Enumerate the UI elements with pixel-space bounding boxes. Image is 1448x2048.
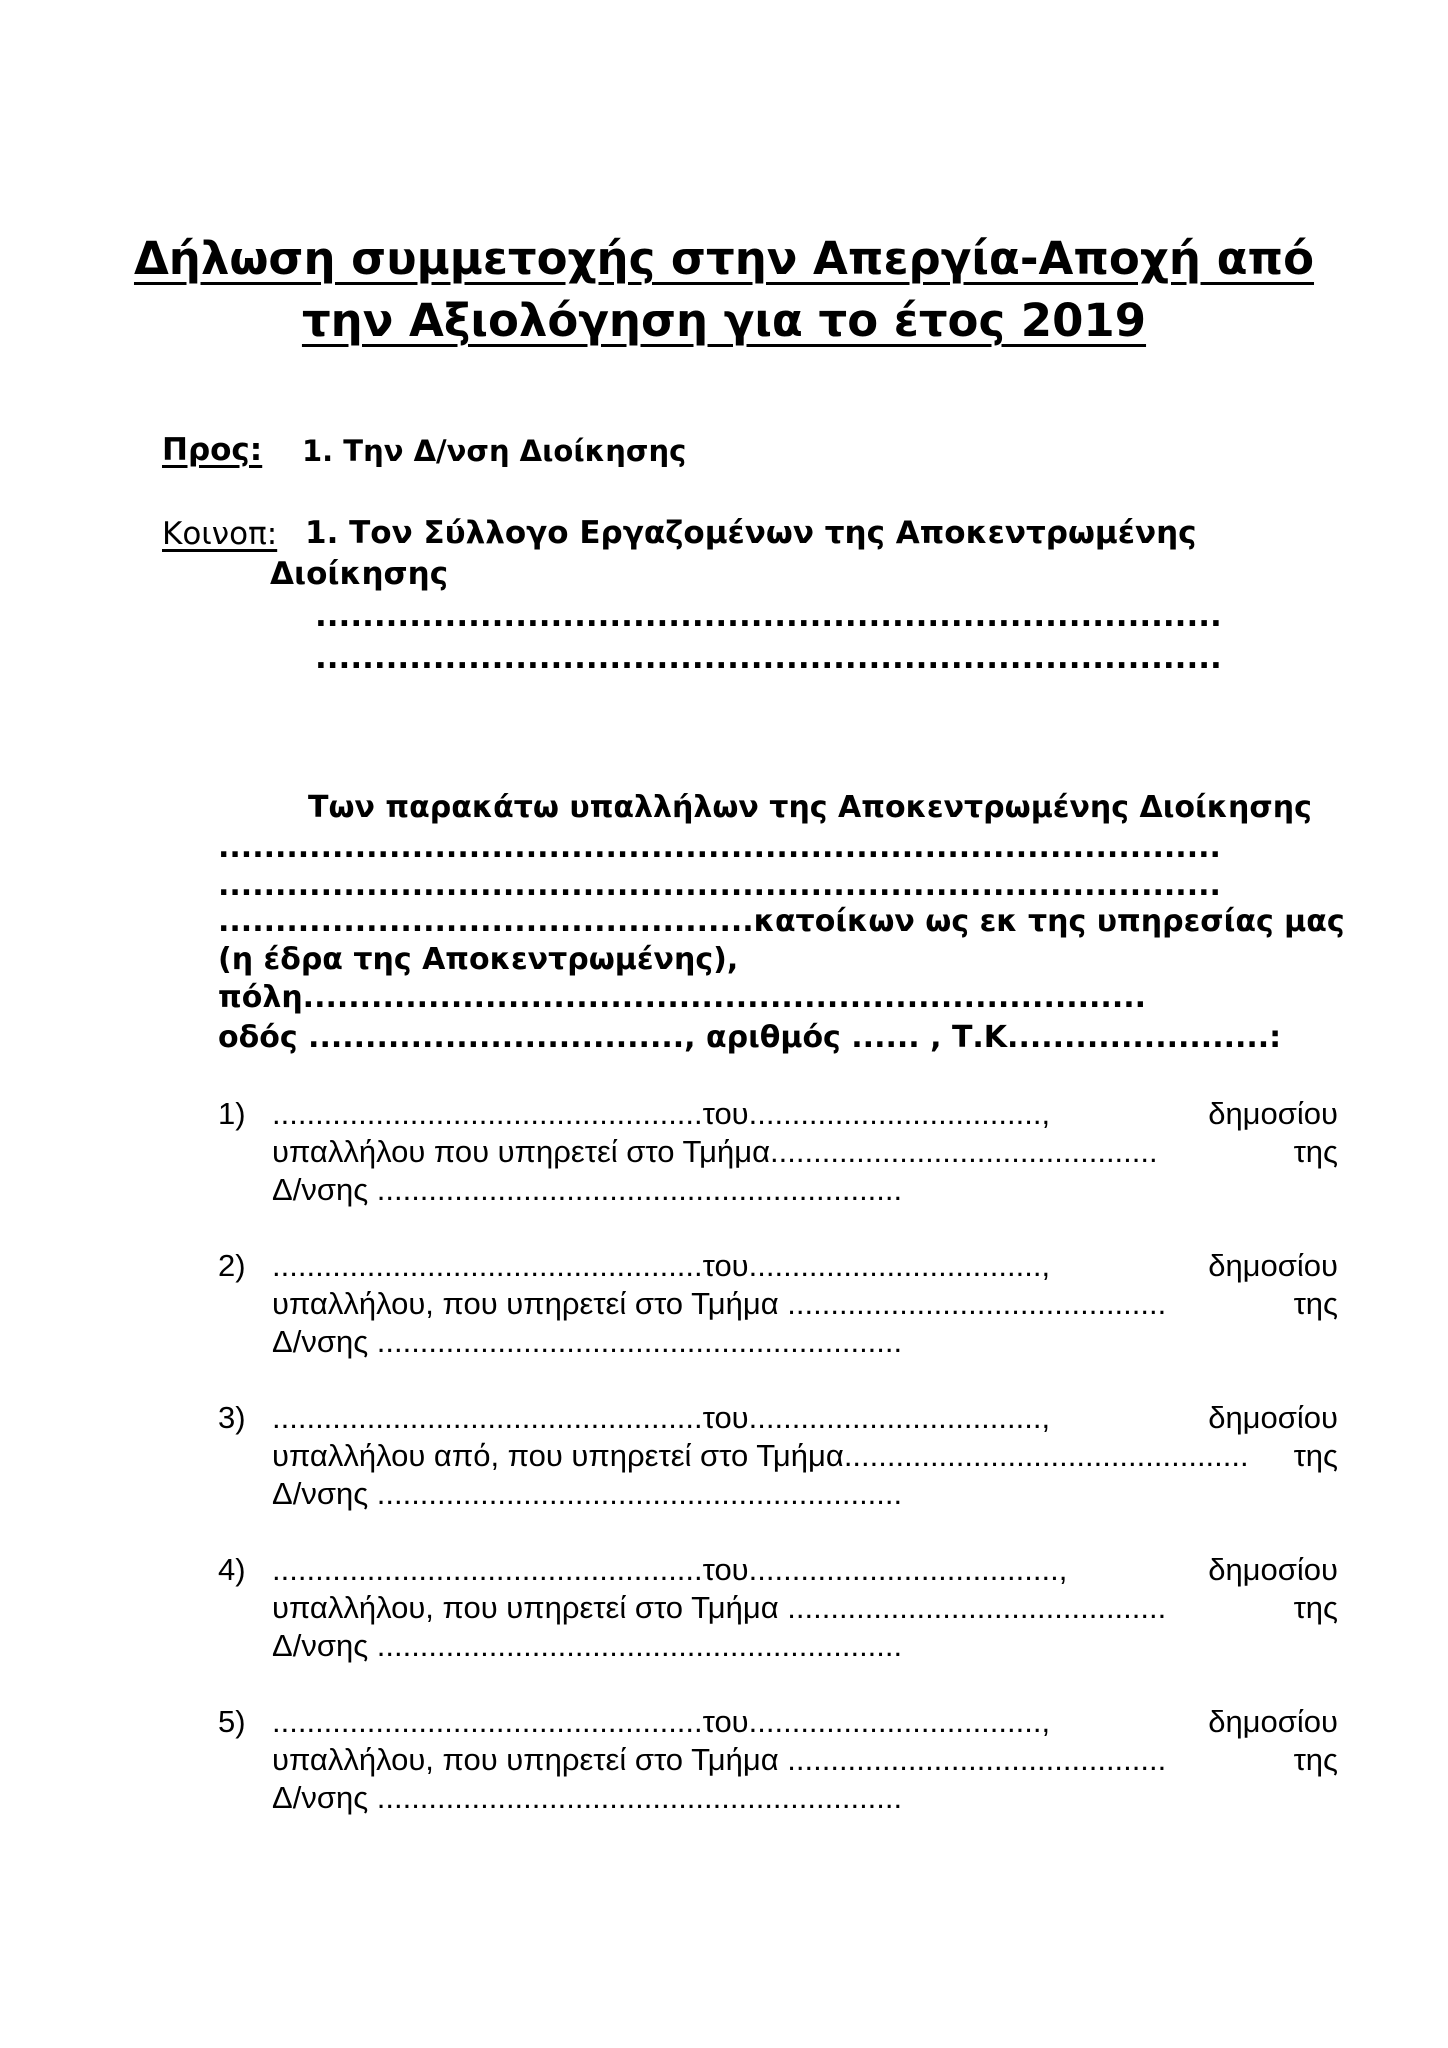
employee-line-b [272, 1590, 1338, 1626]
employee-role: δημοσίου [1208, 1704, 1338, 1739]
employee-number: 4) [218, 1552, 246, 1587]
employee-department-field: υπαλλήλου που υπηρετεί στο Τμήμα............................................. [272, 1134, 1158, 1169]
intro-line-6: πόλη.......................................................................... [218, 980, 1147, 1015]
employee-of: της [1293, 1742, 1338, 1777]
title-line-1: Δήλωση συμμετοχής στην Απεργία-Αποχή από [133, 232, 1315, 285]
employee-of: της [1293, 1438, 1338, 1473]
employee-number: 3) [218, 1400, 246, 1435]
employee-name-field: ..................................................του.................................., [272, 1248, 1051, 1283]
employee-number: 1) [218, 1096, 246, 1131]
employee-name-field: ..................................................του.................................., [272, 1400, 1051, 1435]
employee-of: της [1293, 1286, 1338, 1321]
employee-line-a [272, 1248, 1338, 1284]
employee-directorate-field: Δ/νσης ............................................................. [272, 1628, 903, 1663]
employee-role: δημοσίου [1208, 1096, 1338, 1131]
employee-role: δημοσίου [1208, 1248, 1338, 1283]
employee-line-a [272, 1704, 1338, 1740]
employee-number: 5) [218, 1704, 246, 1739]
employee-line-b [272, 1438, 1338, 1474]
to-text: 1. Την Δ/νση Διοίκησης [302, 434, 687, 468]
employee-directorate-field: Δ/νσης ............................................................. [272, 1324, 903, 1359]
employee-role: δημοσίου [1208, 1400, 1338, 1435]
employee-department-field: υπαλλήλου, που υπηρετεί στο Τμήμα ............................................ [272, 1590, 1167, 1625]
employee-directorate-field: Δ/νσης ............................................................. [272, 1476, 903, 1511]
intro-line-4: ...............................................κατοίκων ως εκ της υπηρεσίας μας [218, 904, 1345, 939]
employee-number: 2) [218, 1248, 246, 1283]
employee-line-b [272, 1742, 1338, 1778]
employee-department-field: υπαλλήλου από, που υπηρετεί στο Τμήμα............................................... [272, 1438, 1249, 1473]
employee-directorate-field: Δ/νσης ............................................................. [272, 1172, 903, 1207]
cc-dots-1: ............................................................................. [315, 598, 1222, 634]
employee-of: της [1293, 1590, 1338, 1625]
intro-line-3: ........................................................................................ [218, 868, 1221, 903]
intro-line-2: ........................................................................................ [218, 830, 1221, 865]
intro-line-7: οδός ................................., αριθμός ...... , Τ.Κ.......................: [218, 1020, 1282, 1055]
cc-label: Κοινοπ: [162, 516, 278, 552]
to-label: Προς: [162, 432, 263, 468]
cc-line-2: Διοίκησης [270, 556, 449, 592]
employee-name-field: ..................................................του.................................., [272, 1704, 1051, 1739]
employee-line-a [272, 1096, 1338, 1132]
employee-line-a [272, 1400, 1338, 1436]
employee-line-b [272, 1134, 1338, 1170]
cc-dots-2: ............................................................................. [315, 640, 1222, 676]
employee-department-field: υπαλλήλου, που υπηρετεί στο Τμήμα ............................................ [272, 1742, 1167, 1777]
employee-department-field: υπαλλήλου, που υπηρετεί στο Τμήμα ............................................ [272, 1286, 1167, 1321]
employee-role: δημοσίου [1208, 1552, 1338, 1587]
employee-line-a [272, 1552, 1338, 1588]
employee-of: της [1293, 1134, 1338, 1169]
cc-line-1: 1. Τον Σύλλογο Εργαζομένων της Αποκεντρωμένης [305, 515, 1197, 551]
title-line-2: την Αξιολόγηση για το έτος 2019 [301, 294, 1147, 347]
intro-line-5: (η έδρα της Αποκεντρωμένης), [218, 942, 739, 977]
employee-name-field: ..................................................του...................................., [272, 1552, 1068, 1587]
employee-directorate-field: Δ/νσης ............................................................. [272, 1780, 903, 1815]
employee-name-field: ..................................................του.................................., [272, 1096, 1051, 1131]
employee-line-b [272, 1286, 1338, 1322]
intro-line-1: Των παρακάτω υπαλλήλων της Αποκεντρωμένης Διοίκησης [308, 790, 1312, 825]
